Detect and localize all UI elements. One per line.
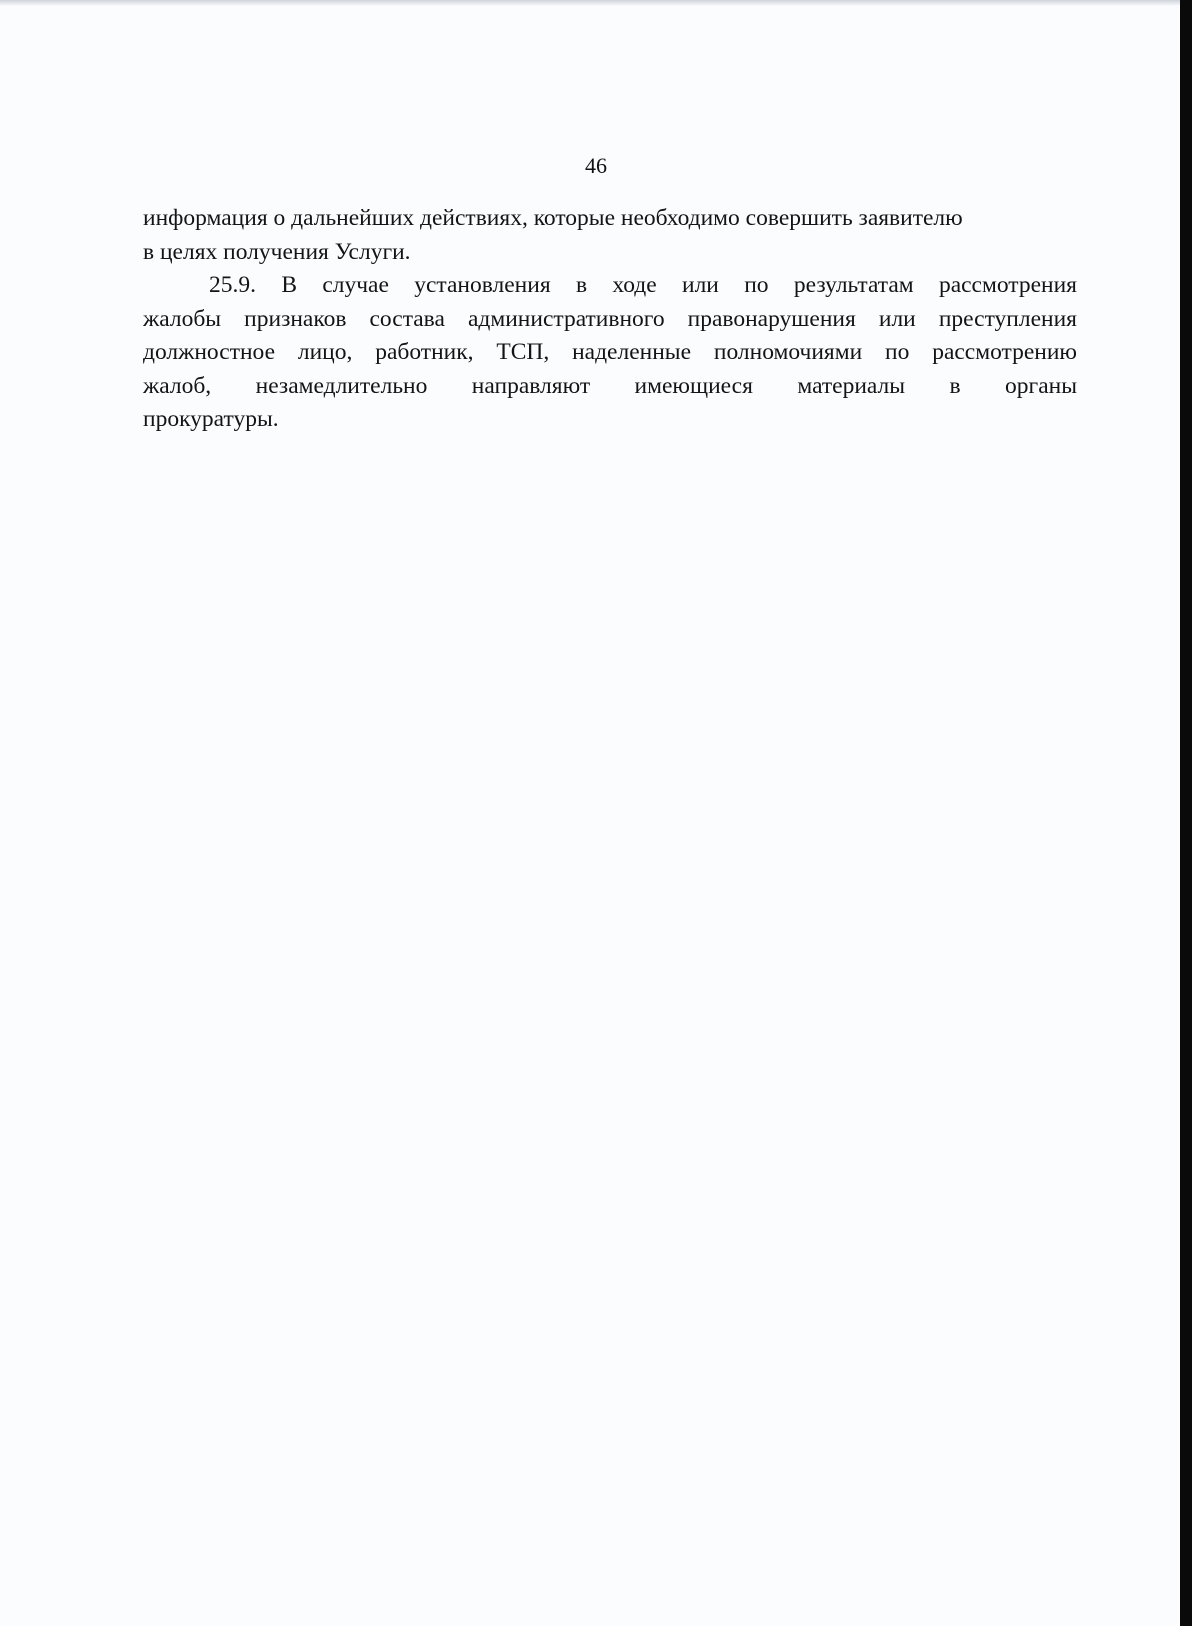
paragraph-1-line-1: информация о дальнейших действиях, которые необходимо совершить заявителю: [143, 205, 963, 231]
scan-top-edge: [0, 0, 1192, 6]
paragraph-2-line-2: жалобы признаков состава административного правонарушения или преступления: [143, 305, 1077, 332]
scan-right-edge: [1180, 0, 1192, 1626]
paragraph-2-line-4: жалоб, незамедлительно направляют имеющиеся материалы в органы: [143, 372, 1077, 399]
paragraph-1-line-2: в целях получения Услуги.: [143, 238, 411, 265]
page-number: 46: [585, 153, 607, 178]
body-text: [143, 202, 1077, 437]
paragraph-2-line-3: должностное лицо, работник, ТСП, наделенные полномочиями по рассмотрению: [143, 339, 1077, 365]
paragraph-2-line-5: прокуратуры.: [143, 406, 279, 432]
paragraph-2-line-1: 25.9. В случае установления в ходе или по результатам рассмотрения: [209, 272, 1077, 298]
